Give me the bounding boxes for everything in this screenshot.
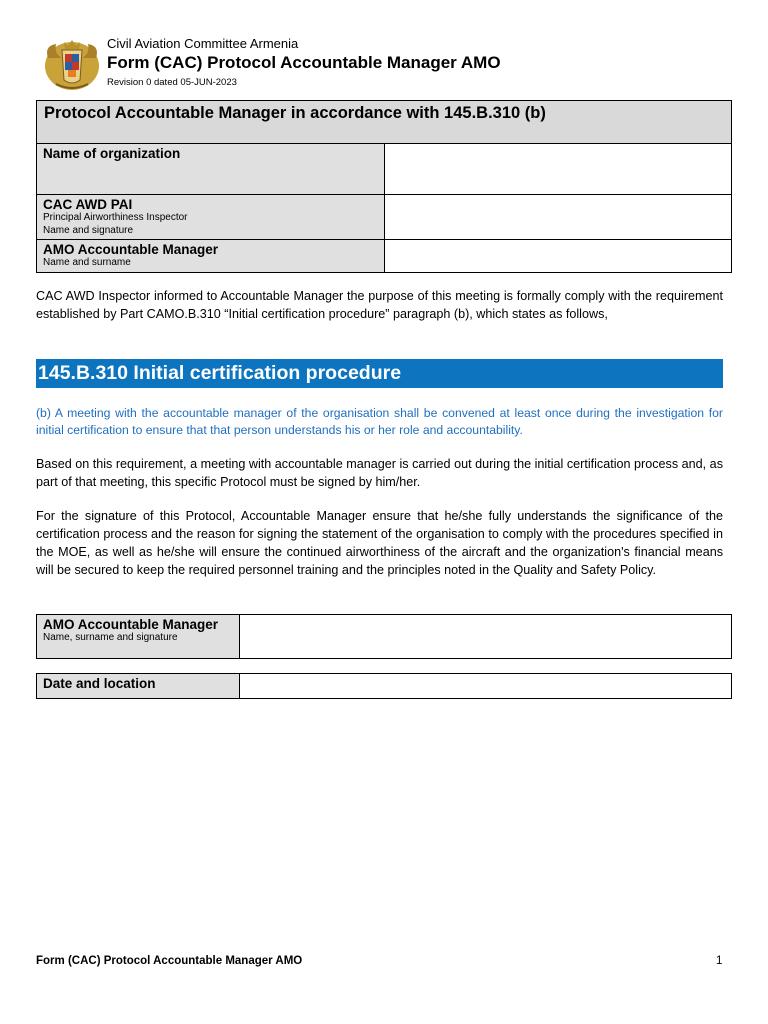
amo-accountable-manager-field[interactable]: [384, 240, 732, 273]
amo-accountable-manager-label: AMO Accountable Manager: [43, 242, 219, 257]
revision-info: Revision 0 dated 05-JUN-2023: [107, 77, 237, 88]
organization-name: Civil Aviation Committee Armenia: [107, 36, 299, 51]
date-location-label: Date and location: [43, 676, 156, 691]
signature-field[interactable]: [240, 615, 732, 659]
signature-explanation-paragraph: For the signature of this Protocol, Accountable Manager ensure that he/she fully understands the significance of the certification process and the reason for signing the statement of the organisation to comply with the procedures specified in the MOE, as well as he/she will ensure the continued airworthiness of the aircraft and the organization's financial means will be secured to keep the required personnel training and the principles noted in the Quality and Safety Policy.: [36, 509, 723, 577]
footer-title: Form (CAC) Protocol Accountable Manager AMO: [36, 955, 303, 967]
cac-awd-pai-label-cell: [37, 195, 385, 240]
protocol-table-heading-cell: [37, 101, 732, 144]
armenia-coat-of-arms-icon: [42, 36, 102, 94]
intro-paragraph: CAC AWD Inspector informed to Accountable Manager the purpose of this meeting is formally comply with the requirement established by Part CAMO.B.310 “Initial certification procedure” paragraph (b), which states as follows,: [36, 289, 723, 321]
signature-label: AMO Accountable Manager: [43, 617, 219, 632]
organization-name-field[interactable]: [384, 144, 732, 195]
date-location-label-cell: [37, 674, 240, 699]
amo-accountable-manager-sublabel: Name and surname: [43, 257, 131, 268]
section-heading-bar: [36, 359, 723, 388]
signature-label-cell: [37, 615, 240, 659]
protocol-table-heading: Protocol Accountable Manager in accordance with 145.B.310 (b): [44, 104, 546, 122]
page-header: [40, 34, 740, 94]
organization-name-label-cell: [37, 144, 385, 195]
organization-name-label: Name of organization: [43, 146, 181, 161]
date-location-field[interactable]: [240, 674, 732, 699]
date-location-table: [36, 673, 732, 699]
section-heading: 145.B.310 Initial certification procedure: [38, 362, 402, 384]
cac-awd-pai-sublabel-role: Principal Airworthiness Inspector: [43, 212, 188, 223]
signature-table: [36, 614, 732, 659]
signature-sublabel: Name, surname and signature: [43, 632, 178, 643]
protocol-info-table: [36, 100, 732, 273]
cac-awd-pai-field[interactable]: [384, 195, 732, 240]
regulation-quote: (b) A meeting with the accountable manager of the organisation shall be convened at least once during the investigation for initial certification to ensure that that person understands his or her role and accountability.: [36, 406, 723, 437]
page-number: 1: [716, 955, 723, 967]
form-title: Form (CAC) Protocol Accountable Manager AMO: [107, 53, 501, 72]
cac-awd-pai-label: CAC AWD PAI: [43, 197, 133, 212]
cac-awd-pai-sublabel-signature: Name and signature: [43, 224, 134, 236]
amo-accountable-manager-label-cell: [37, 240, 385, 273]
requirement-paragraph: Based on this requirement, a meeting with accountable manager is carried out during the initial certification process and, as part of that meeting, this specific Protocol must be signed by him/her.: [36, 457, 723, 489]
